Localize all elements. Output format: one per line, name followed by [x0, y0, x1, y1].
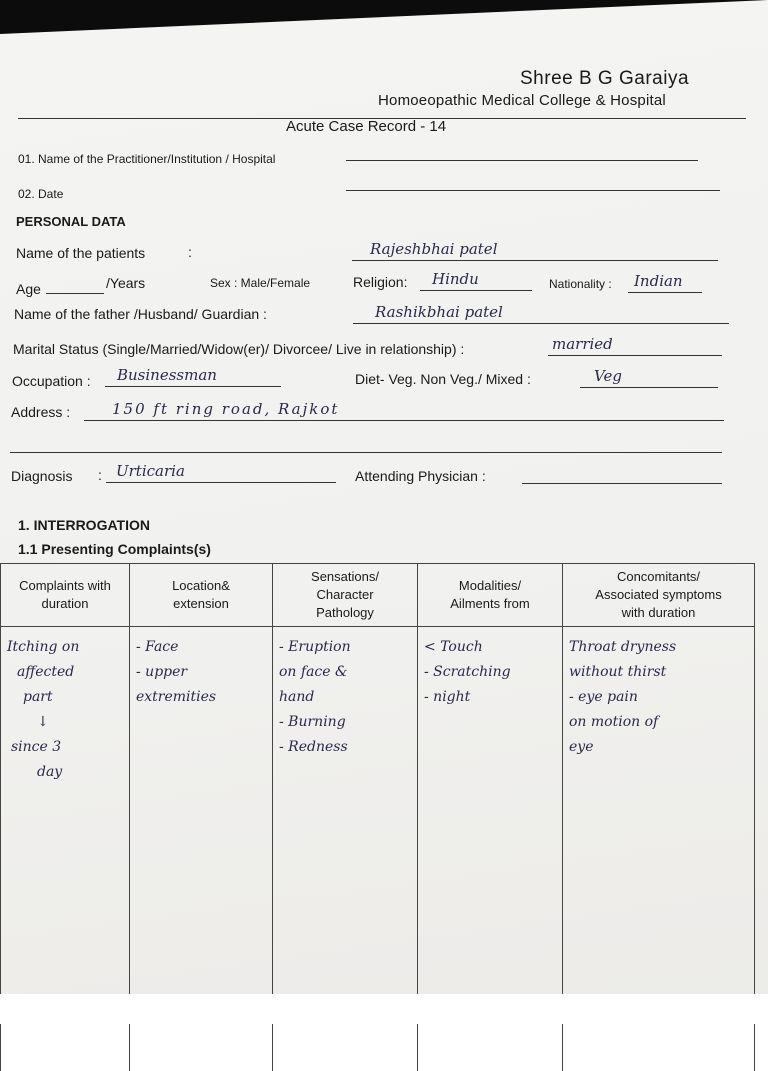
interrogation-heading: 1. INTERROGATION — [18, 517, 150, 533]
header-line: Modalities/ — [459, 578, 521, 593]
column-header-complaints — [1, 564, 130, 627]
column-header-modalities — [418, 564, 563, 627]
attending-physician-label: Attending Physician : — [355, 468, 486, 484]
nationality-label: Nationality : — [549, 277, 612, 291]
column-header-sensations — [273, 564, 418, 627]
cell-text-line: - night — [424, 685, 556, 710]
date-label: 02. Date — [18, 187, 63, 201]
header-line: Pathology — [316, 605, 374, 620]
cell-text-line: eye — [569, 735, 748, 760]
religion-value: Hindu — [432, 270, 479, 288]
page-bottom-margin — [0, 994, 768, 1024]
cell-text-line: - Redness — [279, 735, 411, 760]
record-title: Acute Case Record - 14 — [286, 118, 446, 135]
nationality-field[interactable] — [628, 292, 702, 293]
column-header-concomitants — [563, 564, 755, 627]
cell-text-line: < Touch — [424, 635, 556, 660]
address-value: 150 ft ring road, Rajkot — [112, 400, 339, 418]
patient-name-field[interactable] — [352, 260, 718, 261]
practitioner-label: 01. Name of the Practitioner/Institution / Hospital — [18, 152, 275, 166]
practitioner-field[interactable] — [346, 160, 698, 161]
diet-label: Diet- Veg. Non Veg./ Mixed : — [355, 371, 531, 387]
cell-text-line: - Burning — [279, 710, 411, 735]
header-line: Location& — [172, 578, 230, 593]
cell-text-line: since 3 — [7, 735, 123, 760]
cell-text-line: on face & — [279, 660, 411, 685]
diagnosis-field[interactable] — [106, 482, 336, 483]
cell-text-line: - Eruption — [279, 635, 411, 660]
cell-text-line: - eye pain — [569, 685, 748, 710]
cell-text-line: - Face — [136, 635, 266, 660]
religion-field[interactable] — [420, 290, 532, 291]
diet-value: Veg — [594, 367, 622, 385]
patient-name-value: Rajeshbhai patel — [370, 240, 498, 258]
guardian-value: Rashikbhai patel — [375, 303, 503, 321]
patient-name-label: Name of the patients — [16, 245, 145, 261]
marital-status-field[interactable] — [548, 355, 722, 356]
occupation-field[interactable] — [105, 386, 281, 387]
age-label: Age — [16, 281, 41, 297]
header-line: Ailments from — [450, 596, 529, 611]
marital-status-value: married — [552, 335, 613, 353]
years-label: /Years — [106, 275, 145, 291]
religion-label: Religion: — [353, 274, 407, 290]
guardian-field[interactable] — [353, 323, 729, 324]
scan-corner-shadow — [0, 0, 768, 34]
cell-text-line: day — [7, 760, 123, 785]
cell-text-line: Itching on — [7, 635, 123, 660]
presenting-complaints-heading: 1.1 Presenting Complaints(s) — [18, 541, 211, 557]
address-field-line-2[interactable] — [10, 452, 722, 453]
occupation-label: Occupation : — [12, 373, 91, 389]
column-header-location — [130, 564, 273, 627]
date-field[interactable] — [346, 190, 720, 191]
header-line: Associated symptoms — [595, 587, 721, 602]
cell-text-line: ↓ — [7, 710, 123, 735]
diagnosis-colon: : — [98, 467, 102, 483]
guardian-label: Name of the father /Husband/ Guardian : — [14, 306, 267, 322]
institution-name: Shree B G Garaiya — [520, 68, 689, 90]
header-line: extension — [173, 596, 229, 611]
cell-text-line: extremities — [136, 685, 266, 710]
header-line: Concomitants/ — [617, 569, 700, 584]
cell-text-line: on motion of — [569, 710, 748, 735]
occupation-value: Businessman — [117, 366, 217, 384]
address-label: Address : — [11, 404, 70, 420]
cell-text-line: affected — [7, 660, 123, 685]
cell-text-line: hand — [279, 685, 411, 710]
age-field[interactable] — [46, 293, 104, 294]
cell-text-line: - Scratching — [424, 660, 556, 685]
marital-status-label: Marital Status (Single/Married/Widow(er)/ Divorcee/ Live in relationship) : — [13, 341, 464, 357]
nationality-value: Indian — [634, 272, 683, 290]
diagnosis-value: Urticaria — [116, 462, 185, 480]
cell-text-line: Throat dryness — [569, 635, 748, 660]
cell-text-line: part — [7, 685, 123, 710]
cell-text-line: without thirst — [569, 660, 748, 685]
institution-subtitle: Homoeopathic Medical College & Hospital — [378, 92, 666, 109]
diagnosis-label: Diagnosis — [11, 468, 72, 484]
header-line: duration — [42, 596, 89, 611]
table-header-row — [1, 564, 755, 627]
header-line: with duration — [622, 605, 696, 620]
cell-text-line: - upper — [136, 660, 266, 685]
attending-physician-field[interactable] — [522, 483, 722, 484]
personal-data-heading: PERSONAL DATA — [16, 214, 126, 229]
diet-field[interactable] — [580, 387, 718, 388]
sex-label: Sex : Male/Female — [210, 276, 310, 290]
header-line: Complaints with — [19, 578, 111, 593]
header-line: Character — [316, 587, 373, 602]
patient-name-colon: : — [188, 244, 192, 260]
address-field[interactable] — [84, 420, 724, 421]
header-line: Sensations/ — [311, 569, 379, 584]
